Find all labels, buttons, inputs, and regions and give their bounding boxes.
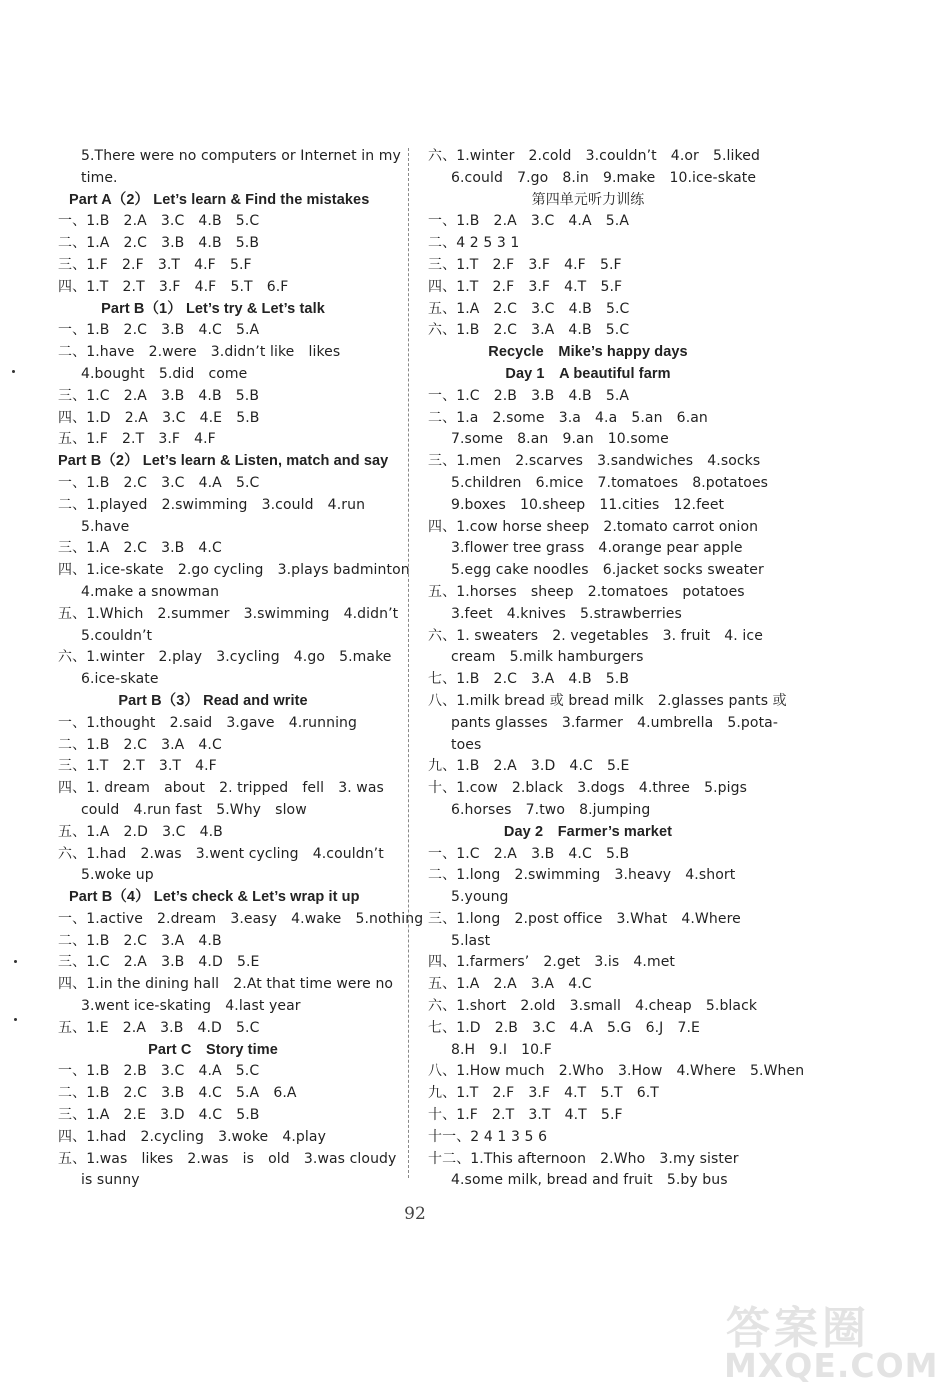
answer-line: 5.young <box>451 889 509 906</box>
answer-line: 六、1.B 2.C 3.A 4.B 5.C <box>428 322 630 339</box>
answer-line: 四、1.cow horse sheep 2.tomato carrot onion <box>428 518 759 535</box>
section-heading: Part B（1） Let’s try & Let’s talk <box>101 300 325 317</box>
answer-line: 三、1.A 2.E 3.D 4.C 5.B <box>58 1107 260 1124</box>
answer-line: 一、1.B 2.C 3.B 4.C 5.A <box>58 322 260 339</box>
answer-line: 一、1.B 2.A 3.C 4.B 5.C <box>58 213 260 230</box>
answer-line: 6.horses 7.two 8.jumping <box>451 801 651 818</box>
answer-line: 二、1.long 2.swimming 3.heavy 4.short <box>428 867 736 884</box>
answer-line: 五、1.horses sheep 2.tomatoes potatoes <box>428 583 745 600</box>
answer-line: 四、1.farmers’ 2.get 3.is 4.met <box>428 954 676 971</box>
answer-line: 一、1.C 2.A 3.B 4.C 5.B <box>428 845 630 862</box>
answer-line: 三、1.T 2.T 3.T 4.F <box>58 758 217 775</box>
answer-line: 二、1.B 2.C 3.B 4.C 5.A 6.A <box>58 1085 297 1102</box>
watermark-url: MXQE.COM <box>724 1346 939 1385</box>
answer-line: 3.feet 4.knives 5.strawberries <box>451 605 682 622</box>
answer-line: 四、1.had 2.cycling 3.woke 4.play <box>58 1128 326 1145</box>
answer-line: 三、1.long 2.post office 3.What 4.Where <box>428 910 741 927</box>
answer-line: 三、1.C 2.A 3.B 4.B 5.B <box>58 387 260 404</box>
scan-speck <box>12 370 15 373</box>
answer-line: 一、1.thought 2.said 3.gave 4.running <box>58 714 358 731</box>
answer-line: cream 5.milk hamburgers <box>451 649 644 666</box>
answer-line: 9.boxes 10.sheep 11.cities 12.feet <box>451 496 725 513</box>
answer-line: 三、1.A 2.C 3.B 4.C <box>58 540 222 557</box>
section-heading: Part B（2） Let’s learn & Listen, match and say <box>58 453 389 470</box>
answer-line: 5.There were no computers or Internet in my <box>81 148 401 164</box>
answer-line: 二、1.A 2.C 3.B 4.B 5.B <box>58 235 260 252</box>
answer-line: 二、1.B 2.C 3.A 4.C <box>58 736 222 753</box>
answer-line: 六、1.had 2.was 3.went cycling 4.couldn’t <box>58 845 384 862</box>
answer-line: 5.couldn’t <box>81 627 153 644</box>
answer-line: time. <box>81 169 118 186</box>
answer-line: 四、1.T 2.F 3.F 4.T 5.F <box>428 278 623 295</box>
answer-line: 九、1.B 2.A 3.D 4.C 5.E <box>428 758 630 775</box>
answer-line: 四、1. dream about 2. tripped fell 3. was <box>58 780 384 797</box>
answer-line: 一、1.B 2.C 3.C 4.A 5.C <box>58 474 260 491</box>
section-heading: Part A（2） Let’s learn & Find the mistakes <box>69 191 370 208</box>
scan-speck <box>14 1018 17 1021</box>
answer-line: 二、1.B 2.C 3.A 4.B <box>58 932 222 949</box>
answer-line: 五、1.A 2.C 3.C 4.B 5.C <box>428 300 630 317</box>
section-heading: Part C Story time <box>148 1041 278 1058</box>
answer-line: 二、4 2 5 3 1 <box>428 235 520 252</box>
answer-line: 3.flower tree grass 4.orange pear apple <box>451 540 743 557</box>
left-answer-column <box>58 146 424 1192</box>
answer-line: could 4.run fast 5.Why slow <box>81 801 307 818</box>
answer-line: 八、1.milk bread 或 bread milk 2.glasses pants 或 <box>428 692 787 709</box>
answer-line: 三、1.F 2.F 3.T 4.F 5.F <box>58 256 252 273</box>
answer-line: 四、1.in the dining hall 2.At that time were no <box>58 976 394 993</box>
answer-line: 四、1.ice-skate 2.go cycling 3.plays badminton <box>58 562 410 579</box>
answer-line: 六、1. sweaters 2. vegetables 3. fruit 4. ice <box>428 627 763 644</box>
answer-line: 十、1.cow 2.black 3.dogs 4.three 5.pigs <box>428 780 747 797</box>
answer-line: 五、1.Which 2.summer 3.swimming 4.didn’t <box>58 605 399 622</box>
answer-line: 九、1.T 2.F 3.F 4.T 5.T 6.T <box>428 1085 659 1102</box>
answer-line: 7.some 8.an 9.an 10.some <box>451 431 669 448</box>
answer-line: 四、1.T 2.T 3.F 4.F 5.T 6.F <box>58 278 289 295</box>
answer-line: pants glasses 3.farmer 4.umbrella 5.pota- <box>451 714 779 731</box>
answer-line: 三、1.T 2.F 3.F 4.F 5.F <box>428 256 622 273</box>
answer-line: 五、1.F 2.T 3.F 4.F <box>58 431 216 448</box>
answer-line: 5.last <box>451 932 491 949</box>
answer-line: 4.some milk, bread and fruit 5.by bus <box>451 1172 728 1189</box>
right-answer-column <box>428 146 805 1192</box>
answer-line: toes <box>451 736 482 753</box>
answer-line: 4.bought 5.did come <box>81 365 248 382</box>
answer-line: 三、1.men 2.scarves 3.sandwiches 4.socks <box>428 453 761 470</box>
answer-line: 十二、1.This afternoon 2.Who 3.my sister <box>428 1150 739 1167</box>
section-heading: Recycle Mike’s happy days <box>488 344 688 361</box>
answer-line: 5.children 6.mice 7.tomatoes 8.potatoes <box>451 474 769 491</box>
answer-line: 二、1.a 2.some 3.a 4.a 5.an 6.an <box>428 409 708 426</box>
answer-line: 5.have <box>81 518 130 535</box>
answer-line: 六、1.short 2.old 3.small 4.cheap 5.black <box>428 998 758 1015</box>
answer-line: 一、1.B 2.A 3.C 4.A 5.A <box>428 213 629 230</box>
answer-line: 六、1.winter 2.cold 3.couldn’t 4.or 5.liked <box>428 148 760 164</box>
answer-line: 五、1.A 2.D 3.C 4.B <box>58 823 223 840</box>
answer-line: 6.ice-skate <box>81 671 159 688</box>
section-heading: Day 1 A beautiful farm <box>505 365 671 382</box>
answer-line: 4.make a snowman <box>81 583 220 600</box>
answer-line: 十一、2 4 1 3 5 6 <box>428 1128 548 1145</box>
answer-line: 8.H 9.I 10.F <box>451 1041 552 1058</box>
answer-line: 五、1.A 2.A 3.A 4.C <box>428 976 592 993</box>
answer-line: 3.went ice-skating 4.last year <box>81 998 301 1015</box>
answer-line: 七、1.B 2.C 3.A 4.B 5.B <box>428 671 630 688</box>
column-divider <box>408 148 409 1178</box>
answer-line: 四、1.D 2.A 3.C 4.E 5.B <box>58 409 260 426</box>
answer-line: 一、1.active 2.dream 3.easy 4.wake 5.nothing <box>58 910 424 927</box>
section-heading: 第四单元听力训练 <box>531 191 645 208</box>
answer-line: 十、1.F 2.T 3.T 4.T 5.F <box>428 1107 623 1124</box>
section-heading: Part B（3） Read and write <box>118 692 308 709</box>
page-number: 92 <box>404 1204 426 1224</box>
answer-line: 六、1.winter 2.play 3.cycling 4.go 5.make <box>58 649 392 666</box>
answer-line: 二、1.have 2.were 3.didn’t like likes <box>58 344 341 361</box>
answer-line: 三、1.C 2.A 3.B 4.D 5.E <box>58 954 260 971</box>
answer-line: 5.egg cake noodles 6.jacket socks sweater <box>451 562 764 579</box>
answer-line: 八、1.How much 2.Who 3.How 4.Where 5.When <box>428 1063 805 1080</box>
answer-line: is sunny <box>81 1172 140 1189</box>
watermark-title: 答案圈 <box>726 1303 870 1354</box>
section-heading: Part B（4） Let’s check & Let’s wrap it up <box>69 889 360 906</box>
watermark-logo <box>718 1290 939 1385</box>
answer-line: 七、1.D 2.B 3.C 4.A 5.G 6.J 7.E <box>428 1019 700 1036</box>
answer-line: 5.woke up <box>81 867 154 884</box>
section-heading: Day 2 Farmer’s market <box>503 823 673 840</box>
answer-line: 一、1.B 2.B 3.C 4.A 5.C <box>58 1063 260 1080</box>
answer-line: 一、1.C 2.B 3.B 4.B 5.A <box>428 387 630 404</box>
answer-line: 五、1.E 2.A 3.B 4.D 5.C <box>58 1019 260 1036</box>
answer-line: 二、1.played 2.swimming 3.could 4.run <box>58 496 366 513</box>
answer-line: 6.could 7.go 8.in 9.make 10.ice-skate <box>451 169 757 186</box>
answer-line: 五、1.was likes 2.was is old 3.was cloudy <box>58 1150 397 1167</box>
scan-speck <box>14 960 17 963</box>
